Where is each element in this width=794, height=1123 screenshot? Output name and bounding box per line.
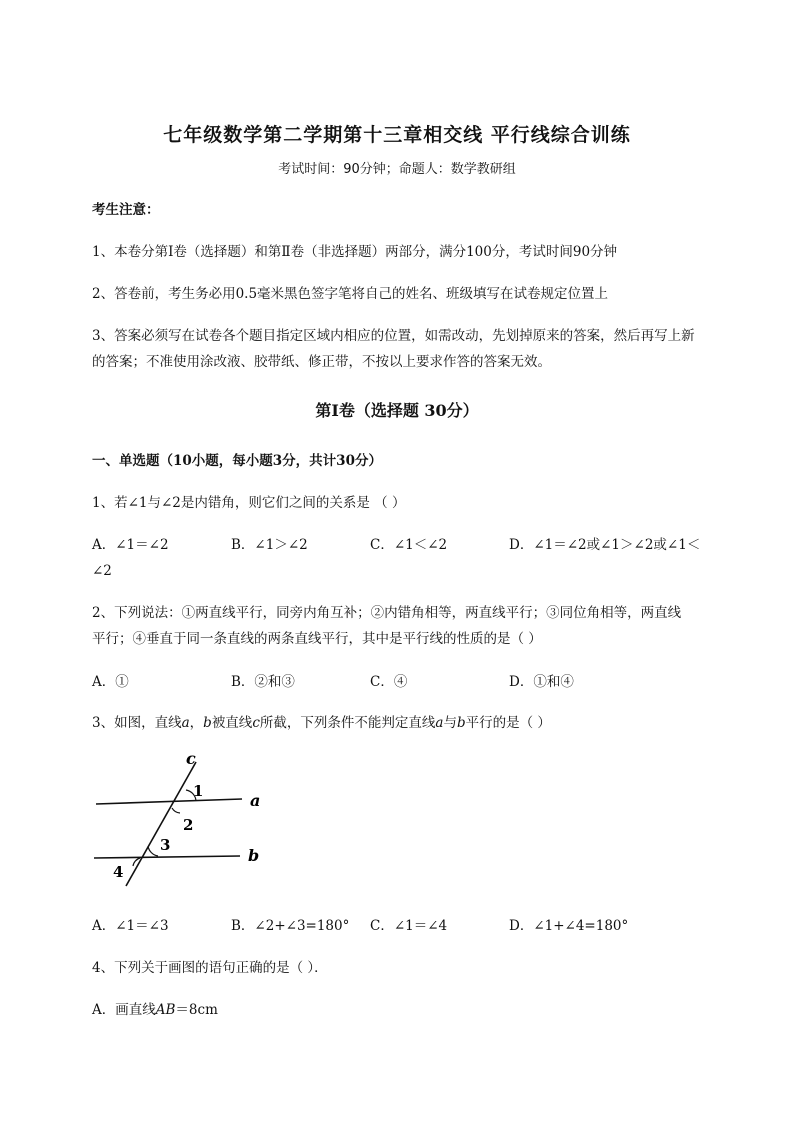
q3-var-b-2: b: [456, 715, 466, 731]
notice-item-3-line-1: 3、答案必须写在试卷各个题目指定区域内相应的位置，如需改动，先划掉原来的答案，然后再写上新: [92, 328, 695, 344]
q3-option-c: C．∠1＝∠4: [370, 918, 448, 934]
angle-4-label: 4: [113, 863, 124, 881]
q3-stem-part-4: 与: [443, 715, 457, 731]
angle-3-label: 3: [160, 836, 171, 854]
q2-option-b: B．②和③: [231, 674, 295, 690]
q1-option-d-line-2: ∠2: [92, 563, 112, 579]
section-heading: 一、单选题（10小题，每小题3分，共计30分）: [92, 453, 382, 469]
exam-title: 七年级数学第二学期第十三章相交线 平行线综合训练: [163, 124, 631, 146]
notice-heading: 考生注意：: [92, 202, 160, 218]
line-a: [96, 799, 242, 804]
q2-option-d: D．①和④: [509, 674, 574, 690]
part1-heading: 第Ⅰ卷（选择题 30分）: [315, 401, 479, 420]
line-b: [94, 856, 240, 858]
q3-var-a-2: a: [435, 715, 444, 731]
q3-option-b: B．∠2+∠3=180°: [231, 918, 350, 934]
q4-stem: 4、下列关于画图的语句正确的是（ ）．: [92, 960, 328, 976]
angle-3-arc: [148, 846, 158, 856]
angle-2-arc: [172, 808, 180, 813]
q3-stem-part-3: 所截，下列条件不能判定直线: [259, 715, 436, 731]
q1-option-b: B．∠1＞∠2: [231, 537, 308, 553]
q4-option-a-suffix: ＝8cm: [175, 1002, 218, 1018]
q2-option-c: C．④: [370, 674, 408, 690]
angle-2-label: 2: [183, 816, 194, 834]
q3-option-d: D．∠1+∠4=180°: [509, 918, 629, 934]
notice-item-2: 2、答卷前，考生务必用0.5毫米黑色签字笔将自己的姓名、班级填写在试卷规定位置上: [92, 286, 609, 302]
q3-sep: ，: [189, 715, 204, 731]
q3-var-c: c: [252, 715, 260, 731]
q1-option-a: A．∠1＝∠2: [92, 537, 169, 553]
q2-stem-line-2: 平行；④垂直于同一条直线的两条直线平行，其中是平行线的性质的是（ ）: [92, 631, 542, 647]
q4-option-a: [92, 998, 752, 1022]
q3-stem-part-2: 被直线: [211, 715, 253, 731]
label-a: a: [250, 791, 261, 810]
exam-subtitle: 考试时间：90分钟；命题人：数学教研组: [278, 162, 516, 177]
q1-option-d-line-1: D．∠1＝∠2或∠1＞∠2或∠1＜: [509, 537, 701, 553]
q3-option-a: A．∠1＝∠3: [92, 918, 169, 934]
q2-option-a: A．①: [92, 674, 129, 690]
label-b: b: [248, 846, 260, 865]
q3-var-b: b: [203, 715, 212, 731]
notice-item-3-line-2: 的答案；不准使用涂改液、胶带纸、修正带，不按以上要求作答的答案无效。: [92, 354, 551, 370]
angle-1-label: 1: [193, 782, 204, 800]
q3-stem: [92, 711, 752, 735]
notice-item-1: 1、本卷分第Ⅰ卷（选择题）和第Ⅱ卷（非选择题）两部分，满分100分，考试时间90分钟: [92, 244, 618, 260]
q3-stem-part-1: 3、如图，直线: [92, 715, 182, 731]
q4-option-a-prefix: A．画直线: [92, 1002, 156, 1018]
q2-stem-line-1: 2、下列说法：①两直线平行，同旁内角互补；②内错角相等，两直线平行；③同位角相等，两直线: [92, 605, 682, 621]
q3-var-a: a: [181, 715, 190, 731]
label-c: c: [186, 749, 196, 768]
parallel-lines-figure: [88, 744, 278, 892]
q1-option-c: C．∠1＜∠2: [370, 537, 448, 553]
q1-stem: 1、若∠1与∠2是内错角，则它们之间的关系是 （ ）: [92, 495, 406, 511]
q4-option-a-var: AB: [155, 1002, 176, 1018]
q3-stem-part-5: 平行的是（ ）: [465, 715, 551, 731]
